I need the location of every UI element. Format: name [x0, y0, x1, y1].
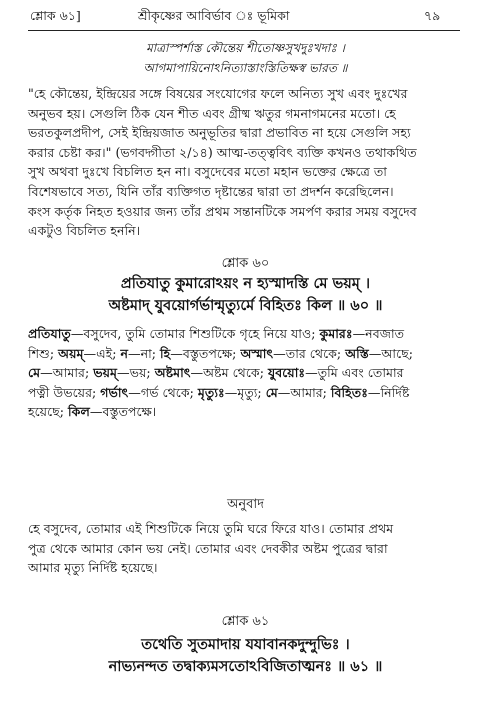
synonyms-line — [28, 363, 460, 383]
synonym-meaning: —গর্ভ থেকে; — [128, 384, 194, 400]
synonym-meaning: —তুমি এবং তোমার — [305, 365, 404, 381]
synonym-word: বিহিতঃ — [330, 384, 368, 400]
synonym-meaning: —অষ্টম থেকে; — [190, 365, 264, 381]
purport-paragraph — [28, 84, 460, 241]
translation-paragraph — [28, 519, 460, 578]
gita-quote-line-2: আগমাপায়িনোঽনিত্যাস্তাংস্তিতিক্ষস্ব ভারত ॥ — [143, 61, 348, 75]
purport-line: কংস কর্তৃক নিহত হওয়ার জন্য তাঁর প্রথম সন্তানটিকে সমর্পণ করার সময় বসুদেব — [28, 203, 417, 219]
synonym-word: হি — [160, 345, 171, 361]
gita-quote-line-1: মাত্রাস্পর্শাস্ত কৌন্তেয় শীতোষ্ণসুখদুঃখদাঃ । — [146, 41, 345, 55]
synonym-word: গর্ভাৎ — [100, 384, 129, 400]
purport-line: ভরতকুলপ্রদীপ, সেই ইন্দ্রিয়জাত অনুভূতির দ্বারা প্রভাবিত না হয়ে সেগুলি সহ্য — [28, 125, 411, 141]
verse-60-line-2: অষ্টমাদ্ যুবয়োর্গর্ভান্মৃত্যুর্মে বিহিতঃ কিল ॥ ৬০ ॥ — [108, 297, 383, 314]
synonym-meaning: পত্নী উভয়ের; — [28, 384, 97, 400]
purport-line: একটুও বিচলিত হননি। — [28, 223, 141, 239]
synonym-word: ন — [120, 345, 128, 361]
purport-line: করার চেষ্টা কর।" (ভগবদ্গীতা ২/১৪) আত্ম-তত্ত্ববিৎ ব্যক্তি কখনও তথাকথিত — [28, 144, 417, 160]
verse-60-heading: শ্লোক ৬০ — [221, 256, 270, 271]
verse-61-line-1: তথেতি সুতমাদায় যযাবানকদুন্দুভিঃ । — [141, 636, 350, 653]
synonym-word: মে — [28, 365, 41, 381]
synonyms-line — [28, 383, 460, 403]
synonym-meaning: —ভয়; — [117, 365, 151, 381]
purport-line: সুখ অথবা দুঃখে বিচলিত হন না। বসুদেবের মতো মহান ভক্তের ক্ষেত্রে তা — [28, 164, 387, 180]
header-title: শ্রীকৃষ্ণের আবির্ভাব ঃ ভূমিকা — [138, 8, 290, 23]
synonym-meaning: —বস্তুতপক্ষে। — [89, 404, 157, 420]
synonyms-line — [28, 344, 460, 364]
synonym-meaning: —আমার; — [277, 384, 327, 400]
synonym-word: প্রতিযাতু — [28, 326, 71, 341]
translation-line: হে বসুদেব, তোমার এই শিশুটিকে নিয়ে তুমি ঘরে ফিরে যাও। তোমার প্রথম — [28, 521, 394, 536]
synonym-meaning: —তার থেকে; — [273, 345, 342, 361]
synonyms-paragraph — [28, 324, 460, 422]
synonym-meaning: শিশু; — [28, 345, 55, 361]
synonyms-line — [28, 324, 460, 344]
purport-line: "হে কৌন্তেয়, ইন্দ্রিয়ের সঙ্গে বিষয়ের সংযোগের ফলে অনিত্য সুখ এবং দুঃখের — [28, 86, 408, 101]
synonym-meaning: —আছে; — [368, 345, 413, 361]
synonym-meaning: —বসুদেব, তুমি তোমার শিশুটিকে গৃহে নিয়ে যাও; — [70, 326, 316, 341]
synonym-word: অয়ম্ — [58, 345, 84, 361]
synonym-meaning: —বস্তুতপক্ষে; — [170, 345, 237, 361]
synonym-meaning: —এই; — [83, 345, 117, 361]
verse-61-heading: শ্লোক ৬১ — [221, 614, 270, 629]
synonym-meaning: হয়েছে; — [28, 404, 65, 420]
synonym-word: যুবয়োঃ — [267, 365, 306, 381]
verse-60-line-1: প্রতিযাতু কুমারোঽয়ং ন হ্যস্মাদস্তি মে ভয়ম্ । — [120, 275, 371, 292]
synonym-meaning: —মৃত্যু; — [224, 384, 262, 400]
running-header — [0, 8, 485, 30]
synonym-word: মৃত্যুঃ — [197, 384, 225, 400]
translation-line: আমার মৃত্যু নির্দিষ্ট হয়েছে। — [28, 560, 158, 576]
synonym-word: ভয়ম্ — [93, 365, 118, 381]
synonym-word: অস্তি — [345, 345, 369, 361]
header-rule — [28, 30, 460, 31]
translation-line: পুত্র থেকে আমার কোন ভয় নেই। তোমার এবং দেবকীর অষ্টম পুত্রের দ্বারা — [28, 540, 388, 556]
synonym-meaning: —নির্দিষ্ট — [367, 384, 410, 400]
purport-line: অনুভব হয়। সেগুলি ঠিক যেন শীত এবং গ্রীষ্ম ঋতুর গমনাগমনের মতো। হে — [28, 105, 396, 121]
synonym-word: অস্মাৎ — [240, 345, 274, 361]
synonyms-line — [28, 402, 460, 422]
synonym-meaning: —নবজাত — [352, 326, 405, 341]
synonym-word: কিল — [68, 404, 90, 420]
synonym-meaning: —আমার; — [40, 365, 90, 381]
synonym-word: অষ্টমাৎ — [154, 365, 191, 381]
purport-line: বিশেষভাবে সত্য, যিনি তাঁর ব্যক্তিগত দৃষ্টান্তের দ্বারা তা প্রদর্শন করেছিলেন। — [28, 183, 394, 199]
page-number: ৭৯ — [424, 8, 441, 23]
verse-61-line-2: নাভ্যনন্দত তদ্বাক্যমসতোঽবিজিতাত্মনঃ ॥ ৬১ ॥ — [108, 658, 383, 675]
header-verse-ref: শ্লোক ৬১] — [30, 8, 81, 23]
synonym-word: কুমারঃ — [319, 326, 353, 341]
synonym-word: মে — [265, 384, 278, 400]
translation-heading: অনুবাদ — [227, 497, 264, 512]
synonym-meaning: —না; — [128, 345, 157, 361]
